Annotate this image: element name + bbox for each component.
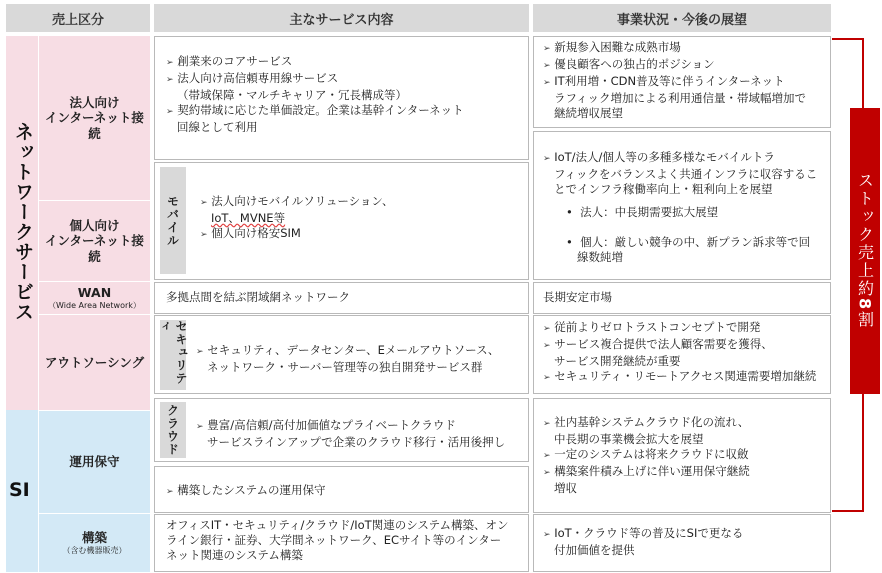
outlook-mobile-sub: • 法人：中長期需要拡大展望 • 個人：厳しい競争の中、新プラン訴求等で回 線数純増 — [566, 205, 811, 264]
services-wan: 多拠点間を結ぶ閉域網ネットワーク — [166, 290, 350, 304]
category-personal-internet — [39, 201, 150, 281]
outlook-corp-3: IT利用増・CDN普及等に伴うインターネット — [554, 74, 785, 88]
outlook-construction-2: 付加価値を提供 — [553, 543, 635, 557]
outlook-cloud-5: 増収 — [553, 481, 577, 495]
outlook-mobile-5: 個人：厳しい競争の中、新プラン訴求等で回 — [580, 235, 811, 249]
outlook-wan: 長期安定市場 — [543, 290, 612, 304]
outlook-cloud: ➢ 社内基幹システムクラウド化の流れ、 中長期の事業機会拡大を展望 ➢ 一定のシステムは将来クラウドに収斂 ➢ 構築案件積み上げに伴い運用保守継続 増収 — [543, 415, 750, 495]
outlook-mobile-4: 法人：中長期需要拡大展望 — [580, 205, 719, 219]
stock-label-number: 8 — [855, 298, 875, 312]
category-outsourcing — [39, 315, 150, 410]
services-mobile-1: 法人向けモバイルソリューション、 — [211, 194, 394, 208]
outlook-cloud-1: 社内基幹システムクラウド化の流れ、 — [554, 415, 750, 429]
services-corp-5: 回線として利用 — [176, 120, 258, 134]
tag-security — [157, 320, 188, 390]
outlook-security-3: サービス開発継続が重要 — [553, 354, 681, 368]
group-network-label: ネットワークサービス — [12, 122, 34, 322]
stock-label-prefix: ストック売上約 — [855, 172, 875, 299]
outlook-mobile-1: IoT/法人/個人等の多種多様なモバイルトラ — [554, 150, 775, 164]
header-outlook-label: 事業状況・今後の展望 — [616, 12, 747, 28]
header-segment — [6, 4, 150, 32]
outlook-corp-2: 優良顧客への独占的ポジション — [554, 57, 715, 71]
category-personal-line1: 個人向け — [69, 217, 120, 233]
services-construction-1: オフィスIT・セキュリティ/クラウド/IoT関連のシステム構築、オン — [166, 518, 509, 532]
services-security-1: セキュリティ、データセンター、Eメールアウトソース、 — [207, 343, 500, 357]
services-corp-4: 契約帯域に応じた単価設定。企業は基幹インターネット — [177, 103, 464, 117]
stock-label — [854, 172, 877, 329]
outlook-cloud-2: 中長期の事業機会拡大を展望 — [553, 432, 704, 446]
category-corp-line2: インターネット接続 — [45, 110, 144, 141]
services-cloud-1: 豊富/高信頼/高付加価値なプライベートクラウド — [207, 418, 456, 432]
outlook-construction-1: IoT・クラウド等の普及にSIで更なる — [554, 526, 744, 540]
services-construction-2: ライン銀行・証券、大学間ネットワーク、ECサイト等のインター — [166, 533, 502, 547]
services-operation: ➢ 構築したシステムの運用保守 — [166, 483, 326, 497]
tag-mobile-label: モバイル — [165, 194, 180, 247]
outlook-corp: ➢ 新規参入困難な成熟市場 ➢ 優良顧客への独占的ポジション ➢ IT利用増・CDN普及等に伴うインターネット ラフィック増加による利用通信量・帯域幅増加で 継続増収展望 — [543, 40, 807, 120]
services-security-2: ネットワーク・サーバー管理等の独自開発サービス群 — [206, 360, 483, 374]
category-personal-line2: インターネット接続 — [45, 233, 144, 264]
services-security: ➢ セキュリティ、データセンター、Eメールアウトソース、 ネットワーク・サーバー管理等の独自開発サービス群 — [196, 343, 500, 374]
services-cloud-2: サービスラインアップで企業のクラウド移行・活用後押し — [206, 435, 506, 449]
tag-mobile — [160, 167, 186, 274]
outlook-mobile-2: フィックをバランスよく共通インフラに収容するこ — [553, 167, 818, 181]
services-mobile: ➢ 法人向けモバイルソリューション、 IoT、MVNE等 ➢ 個人向け格安SIM — [200, 194, 394, 240]
services-construction-3: ネット関連のシステム構築 — [166, 548, 303, 562]
tag-cloud-label: クラウド — [165, 404, 180, 456]
category-wan-sub: （Wide Area Network） — [48, 301, 141, 311]
outlook-cloud-4: 構築案件積み上げに伴い運用保守継続 — [554, 464, 750, 478]
category-corp-line1: 法人向け — [69, 94, 120, 110]
services-corp-1: 創業来のコアサービス — [177, 54, 293, 68]
category-outsourcing-label: アウトソーシング — [44, 354, 145, 370]
tag-cloud — [160, 402, 186, 458]
outlook-corp-1: 新規参入困難な成熟市場 — [554, 40, 681, 54]
category-construction-label: 構築 — [81, 530, 107, 546]
outlook-corp-5: 継続増収展望 — [553, 106, 623, 120]
services-corp-2: 法人向け高信頼専用線サービス — [177, 71, 339, 85]
services-corp: ➢ 創業来のコアサービス ➢ 法人向け高信頼専用線サービス （帯域保障・マルチキャリア・冗長構成等） ➢ 契約帯域に応じた単価設定。企業は基幹インターネット 回線として利用 — [166, 54, 464, 134]
tag-security-label: セキュリティ — [157, 320, 188, 385]
outlook-corp-4: ラフィック増加による利用通信量・帯域幅増加で — [553, 91, 807, 105]
category-wan-label: WAN — [77, 285, 112, 301]
header-segment-label: 売上区分 — [51, 12, 104, 28]
group-si-label: SI — [9, 479, 30, 501]
services-cloud: ➢ 豊富/高信頼/高付加価値なプライベートクラウド サービスラインアップで企業のクラウド移行・活用後押し — [196, 418, 506, 449]
services-construction — [166, 518, 509, 563]
category-construction — [39, 514, 150, 572]
header-services-label: 主なサービス内容 — [289, 12, 394, 28]
stock-label-box — [850, 108, 880, 394]
outlook-security-1: 従前よりゼロトラストコンセプトで開発 — [554, 320, 761, 334]
outlook-mobile-6: 線数純増 — [576, 250, 623, 264]
outlook-security: ➢ 従前よりゼロトラストコンセプトで開発 ➢ サービス複合提供で法人顧客需要を獲得、 サービス開発継続が重要 ➢ セキュリティ・リモートアクセス関連需要増加継続 — [543, 320, 817, 383]
category-wan — [39, 282, 150, 314]
category-corp-internet — [39, 36, 150, 200]
header-services — [154, 4, 529, 32]
category-construction-sub: （含む機器販売） — [62, 546, 127, 556]
services-mobile-2: IoT、MVNE等 — [210, 211, 286, 225]
outlook-security-2: サービス複合提供で法人顧客需要を獲得、 — [554, 337, 773, 351]
outlook-security-4: セキュリティ・リモートアクセス関連需要増加継続 — [554, 369, 817, 383]
header-outlook — [533, 4, 831, 32]
category-operation-label: 運用保守 — [69, 454, 120, 470]
services-operation-1: 構築したシステムの運用保守 — [177, 483, 326, 497]
stock-label-suffix: 割 — [855, 311, 875, 330]
services-mobile-3: 個人向け格安SIM — [211, 226, 301, 240]
outlook-cloud-3: 一定のシステムは将来クラウドに収斂 — [554, 447, 749, 461]
outlook-mobile-3: とでインフラ稼働率向上・粗利向上を展望 — [553, 182, 773, 196]
outlook-mobile: ➢ IoT/法人/個人等の多種多様なモバイルトラ フィックをバランスよく共通インフラに収容するこ とでインフラ稼働率向上・粗利向上を展望 — [543, 150, 818, 196]
category-operation — [39, 411, 150, 513]
services-corp-3: （帯域保障・マルチキャリア・冗長構成等） — [176, 88, 407, 102]
outlook-construction: ➢ IoT・クラウド等の普及にSIで更なる 付加価値を提供 — [543, 526, 744, 557]
